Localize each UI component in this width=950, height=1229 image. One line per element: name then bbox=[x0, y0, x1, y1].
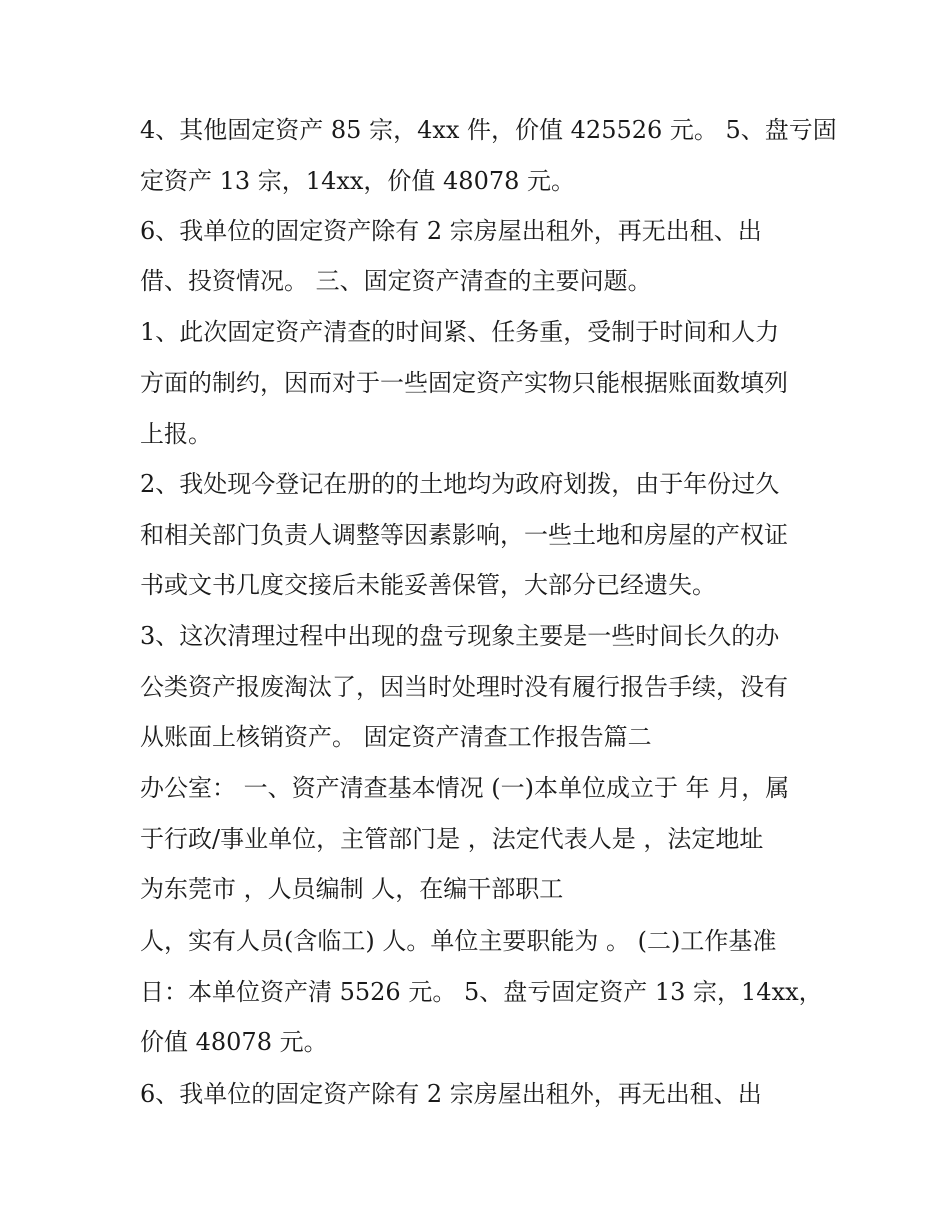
text-line: 方面的制约，因而对于一些固定资产实物只能根据账面数填列 bbox=[140, 369, 788, 397]
text-line: 为东莞市 ，人员编制 人，在编干部职工 bbox=[140, 875, 564, 903]
text-line: 借、投资情况。 三、固定资产清查的主要问题。 bbox=[140, 267, 652, 295]
text-line: 办公室： 一、资产清查基本情况 (一)本单位成立于 年 月，属 bbox=[140, 774, 790, 802]
text-line: 3、这次清理过程中出现的盘亏现象主要是一些时间长久的办 bbox=[140, 622, 780, 650]
text-line: 6、我单位的固定资产除有 2 宗房屋出租外，再无出租、出 bbox=[140, 1080, 762, 1108]
text-line: 书或文书几度交接后未能妥善保管，大部分已经遗失。 bbox=[140, 571, 716, 599]
text-line: 和相关部门负责人调整等因素影响，一些土地和房屋的产权证 bbox=[140, 521, 788, 549]
text-line: 1、此次固定资产清查的时间紧、任务重，受制于时间和人力 bbox=[140, 318, 780, 346]
text-line: 价值 48078 元。 bbox=[140, 1028, 328, 1056]
text-line: 2、我处现今登记在册的的土地均为政府划拨，由于年份过久 bbox=[140, 470, 780, 498]
text-line: 4、其他固定资产 85 宗，4xx 件，价值 425526 元。 5、盘亏固 bbox=[140, 116, 837, 144]
text-line: 公类资产报废淘汰了，因当时处理时没有履行报告手续，没有 bbox=[140, 673, 788, 701]
text-line: 定资产 13 宗，14xx，价值 48078 元。 bbox=[140, 167, 576, 195]
text-line: 上报。 bbox=[140, 420, 212, 448]
text-line: 于行政/事业单位，主管部门是 ，法定代表人是 ，法定地址 bbox=[140, 825, 764, 853]
text-line: 日：本单位资产清 5526 元。 5、盘亏固定资产 13 宗，14xx， bbox=[140, 978, 823, 1006]
text-line: 6、我单位的固定资产除有 2 宗房屋出租外，再无出租、出 bbox=[140, 217, 762, 245]
text-line: 人，实有人员(含临工) 人。单位主要职能为 。 (二)工作基准 bbox=[140, 927, 777, 955]
text-line: 从账面上核销资产。 固定资产清查工作报告篇二 bbox=[140, 723, 652, 751]
